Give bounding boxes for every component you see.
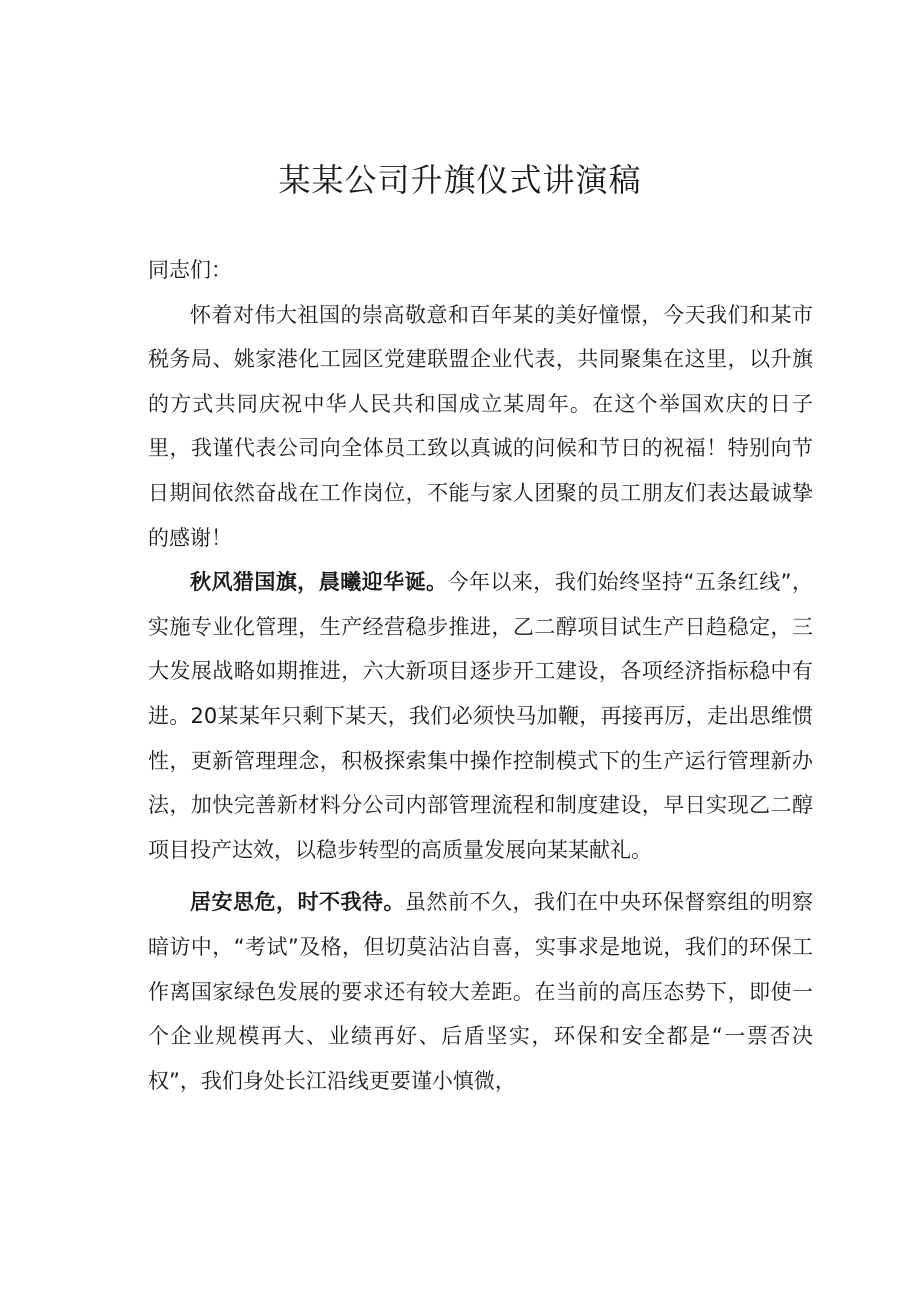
document-body xyxy=(148,248,813,1103)
paragraph-3 xyxy=(148,880,813,1103)
paragraph-text: 虽然前不久，我们在中央环保督察组的明察暗访中，“考试”及格，但切莫沾沾自喜，实事求是地说，我们的环保工作离国家绿色发展的要求还有较大差距。在当前的高压态势下，即使一个企业规模再大、业绩再好、后盾坚实，环保和安全都是“一票否决权”，我们身处长江沿线更要谨小慎微， xyxy=(148,890,813,1093)
paragraph-lead: 秋风猎国旗，晨曦迎华诞。 xyxy=(190,570,448,595)
paragraph-lead: 居安思危，时不我待。 xyxy=(190,890,405,915)
paragraph-1 xyxy=(148,293,813,561)
salutation: 同志们： xyxy=(148,258,232,282)
paragraph-text: 怀着对伟大祖国的崇高敬意和百年某的美好憧憬，今天我们和某市税务局、姚家港化工园区党建联盟企业代表，共同聚集在这里，以升旗的方式共同庆祝中华人民共和国成立某周年。在这个举国欢庆的日子里，我谨代表公司向全体员工致以真诚的问候和节日的祝福！特别向节日期间依然奋战在工作岗位，不能与家人团聚的员工朋友们表达最诚挚的感谢！ xyxy=(148,302,813,550)
paragraph-2 xyxy=(148,560,813,872)
paragraph-text: 今年以来，我们始终坚持“五条红线”，实施专业化管理，生产经营稳步推进，乙二醇项目试生产日趋稳定，三大发展战略如期推进，六大新项目逐步开工建设，各项经济指标稳中有进。20某某年只剩下某天，我们必须快马加鞭，再接再厉，走出思维惯性，更新管理理念，积极探索集中操作控制模式下的生产运行管理新办法，加快完善新材料分公司内部管理流程和制度建设，早日实现乙二醇项目投产达效，以稳步转型的高质量发展向某某献礼。 xyxy=(148,570,813,862)
document-title: 某某公司升旗仪式讲演稿 xyxy=(278,161,642,199)
